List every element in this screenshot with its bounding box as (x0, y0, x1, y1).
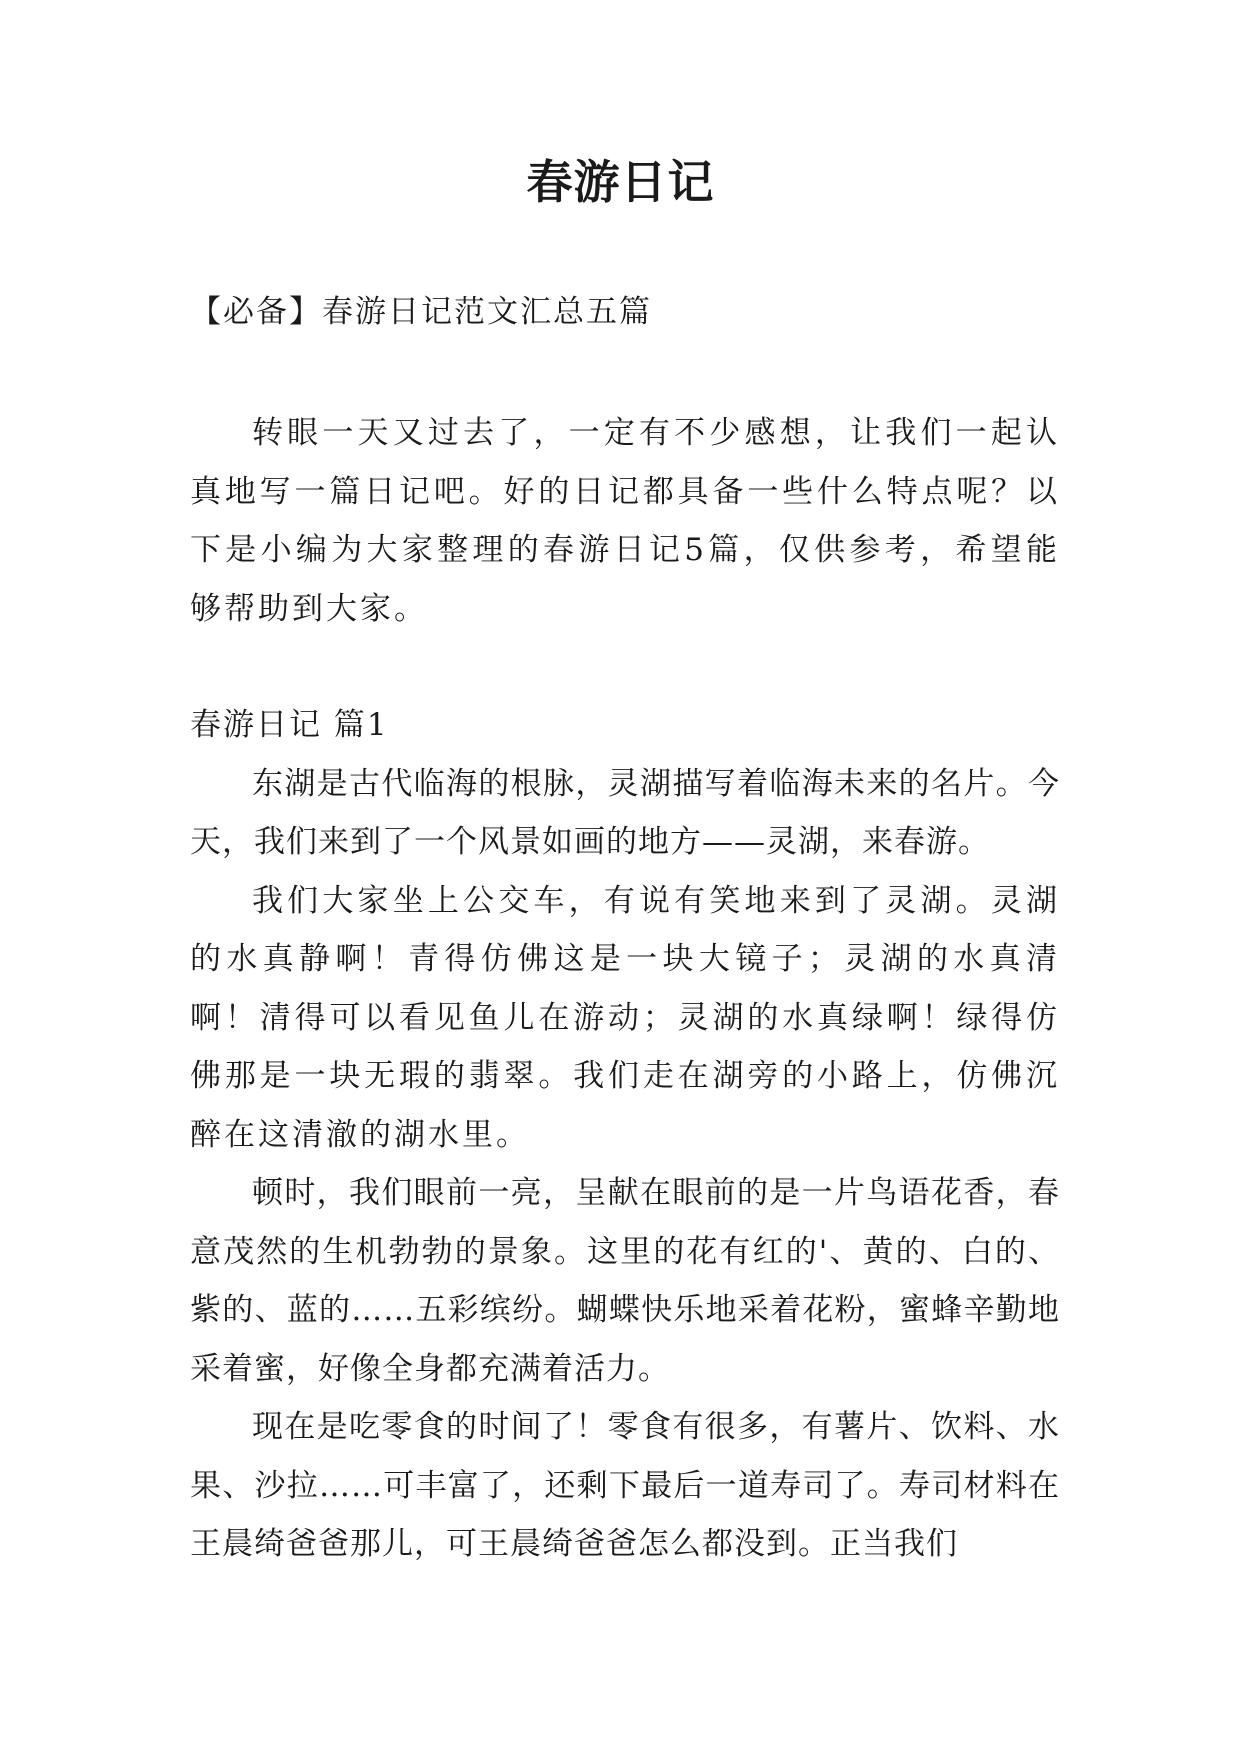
section-heading: 春游日记 篇1 (190, 707, 389, 743)
document-body (190, 404, 1060, 1574)
body-paragraph: 现在是吃零食的时间了！零食有很多，有薯片、饮料、水果、沙拉……可丰富了，还剩下最后一道寿司了。寿司材料在王晨绮爸爸那儿，可王晨绮爸爸怎么都没到。正当我们 (190, 1409, 1060, 1562)
intro-paragraph: 转眼一天又过去了，一定有不少感想，让我们一起认真地写一篇日记吧。好的日记都具备一些什么特点呢？以下是小编为大家整理的春游日记5篇，仅供参考，希望能够帮助到大家。 (190, 415, 1060, 627)
body-paragraph: 顿时，我们眼前一亮，呈献在眼前的是一片鸟语花香，春意茂然的生机勃勃的景象。这里的花有红的'、黄的、白的、紫的、蓝的……五彩缤纷。蝴蝶快乐地采着花粉，蜜蜂辛勤地采着蜜，好像全身都充满着活力。 (190, 1175, 1060, 1387)
document-subtitle: 【必备】春游日记范文汇总五篇 (190, 294, 652, 330)
document-title: 春游日记 (526, 155, 715, 209)
body-paragraph: 我们大家坐上公交车，有说有笑地来到了灵湖。灵湖的水真静啊！青得仿佛这是一块大镜子；灵湖的水真清啊！清得可以看见鱼儿在游动；灵湖的水真绿啊！绿得仿佛那是一块无瑕的翡翠。我们走在湖旁的小路上，仿佛沉醉在这清澈的湖水里。 (190, 882, 1060, 1153)
body-paragraph: 东湖是古代临海的根脉，灵湖描写着临海未来的名片。今天，我们来到了一个风景如画的地方——灵湖，来春游。 (190, 765, 1060, 860)
